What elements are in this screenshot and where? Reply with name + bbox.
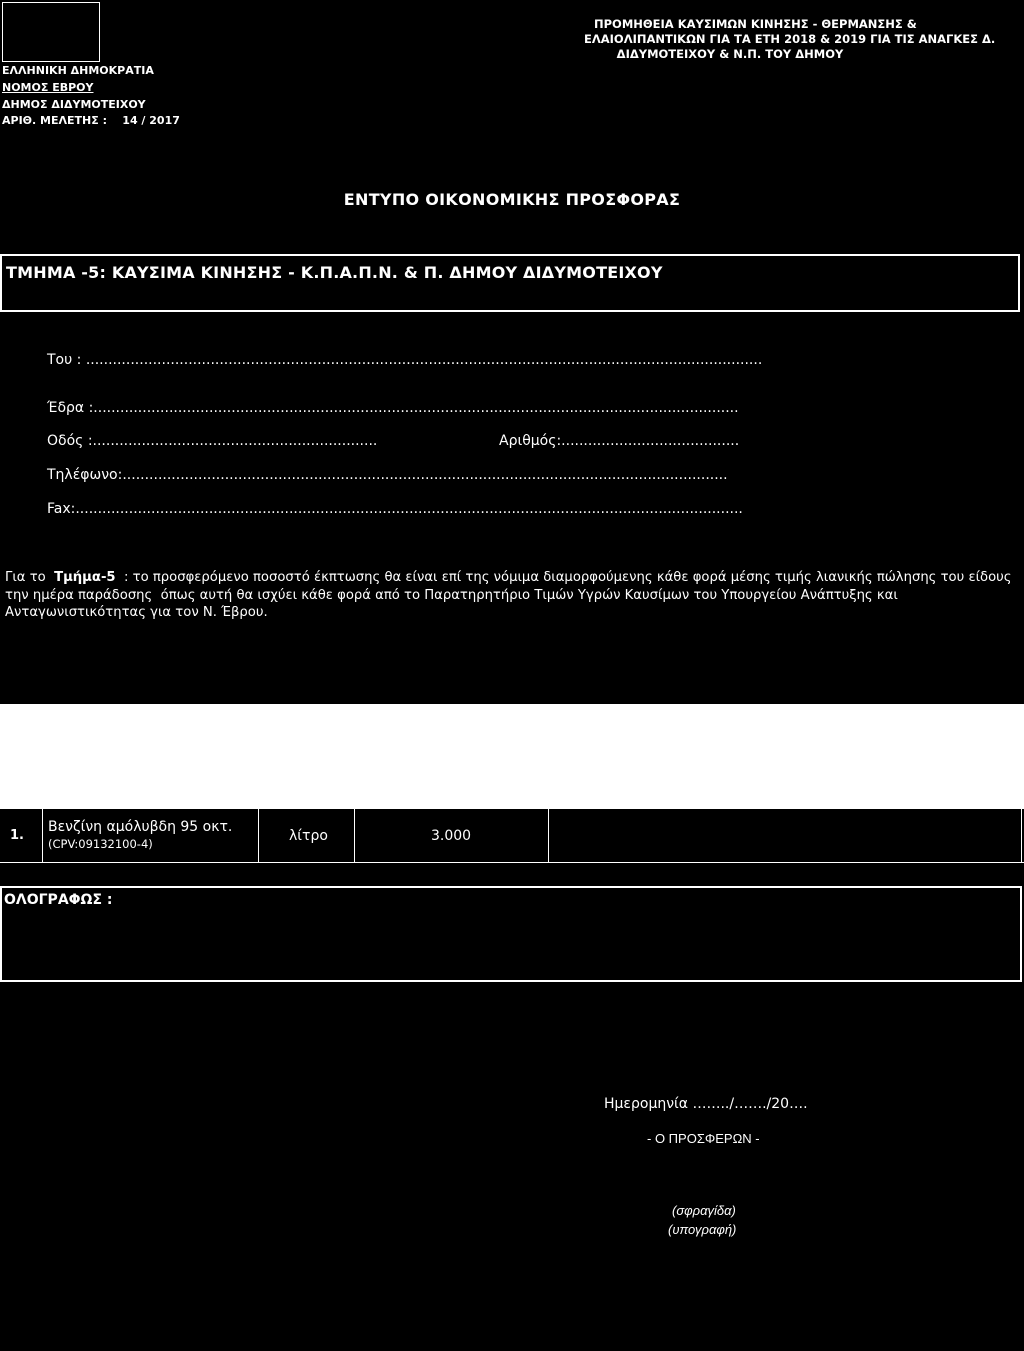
stamp-label: (σφραγίδα) bbox=[672, 1203, 736, 1218]
table-header-band bbox=[0, 704, 1024, 809]
cell-item bbox=[42, 809, 258, 862]
item-name: Βενζίνη αμόλυβδη 95 οκτ. bbox=[48, 819, 233, 835]
field-fax[interactable]: Fax:...................................................................................................................................................... bbox=[47, 501, 743, 517]
project-title-line1: ΠΡΟΜΗΘΕΙΑ ΚΑΥΣΙΜΩΝ ΚΙΝΗΣΗΣ - ΘΕΡΜΑΝΣΗΣ & bbox=[594, 17, 917, 31]
item-cpv: (CPV:09132100-4) bbox=[48, 837, 153, 851]
in-words-label: ΟΛΟΓΡΑΦΩΣ : bbox=[4, 892, 113, 908]
emblem-image bbox=[2, 2, 100, 62]
cell-quantity bbox=[354, 809, 548, 862]
study-number: ΑΡΙΘ. ΜΕΛΕΤΗΣ : 14 / 2017 bbox=[2, 114, 180, 127]
project-title-line2: ΕΛΑΙΟΛΙΠΑΝΤΙΚΩΝ ΓΙΑ ΤΑ ΕΤΗ 2018 & 2019 ΓΙΑ ΤΙΣ ΑΝΑΓΚΕΣ Δ. bbox=[584, 32, 996, 46]
project-title-line3: ΔΙΔΥΜΟΤΕΙΧΟΥ & Ν.Π. ΤΟΥ ΔΗΜΟΥ bbox=[616, 47, 844, 61]
cell-number bbox=[0, 809, 42, 862]
paragraph-prefix: Για το bbox=[5, 570, 55, 585]
table-row bbox=[0, 809, 1024, 862]
project-title bbox=[560, 17, 1020, 62]
signature-label: (υπογραφή) bbox=[668, 1222, 737, 1237]
field-tou[interactable]: Του : ........................................................................................................................................................ bbox=[47, 352, 763, 368]
cell-unit bbox=[258, 809, 354, 862]
offerer-label: - Ο ΠΡΟΣΦΕΡΩΝ - bbox=[647, 1131, 760, 1146]
in-words-box[interactable] bbox=[0, 886, 1022, 982]
row-number: 1. bbox=[10, 828, 24, 843]
paragraph-section-name: Τμήμα-5 bbox=[54, 570, 116, 585]
cell-discount-input[interactable] bbox=[548, 809, 1022, 862]
field-edra[interactable]: Έδρα :................................................................................................................................................. bbox=[47, 400, 739, 416]
discount-paragraph bbox=[5, 569, 1020, 622]
item-unit: λίτρο bbox=[289, 828, 328, 844]
field-tilefono[interactable]: Τηλέφωνο:........................................................................................................................................ bbox=[47, 467, 728, 483]
date-line: Ημερομηνία ……../……./20…. bbox=[604, 1096, 808, 1112]
municipality-name: ΔΗΜΟΣ ΔΙΔΥΜΟΤΕΙΧΟΥ bbox=[2, 98, 146, 111]
form-title: ΕΝΤΥΠΟ ΟΙΚΟΝΟΜΙΚΗΣ ΠΡΟΣΦΟΡΑΣ bbox=[343, 190, 681, 209]
prefecture-name: ΝΟΜΟΣ ΕΒΡΟΥ bbox=[2, 81, 94, 94]
field-arithmos[interactable]: Αριθμός:........................................ bbox=[499, 433, 740, 449]
table-bottom-line bbox=[0, 862, 1024, 863]
item-quantity: 3.000 bbox=[431, 828, 472, 844]
paragraph-body: : το προσφερόμενο ποσοστό έκπτωσης θα είναι επί της νόμιμα διαμορφούμενης κάθε φορά μέσης τιμής λιανικής πώλησης του είδους την ημέρα παράδοσης όπως αυτή θα ισχύει κάθε φορά από το Παρατηρητήριο Τιμών Υγρών Καυσίμων του Υπουργείου Ανάπτυξης και Ανταγωνιστικότητας για τον Ν. Έβρου. bbox=[5, 570, 1016, 620]
field-odos[interactable]: Οδός :................................................................ bbox=[47, 433, 378, 449]
country-name: ΕΛΛΗΝΙΚΗ ΔΗΜΟΚΡΑΤΙΑ bbox=[2, 64, 154, 77]
section-title: ΤΜΗΜΑ -5: ΚΑΥΣΙΜΑ ΚΙΝΗΣΗΣ - Κ.Π.Α.Π.Ν. & Π. ΔΗΜΟΥ ΔΙΔΥΜΟΤΕΙΧΟΥ bbox=[6, 263, 663, 282]
